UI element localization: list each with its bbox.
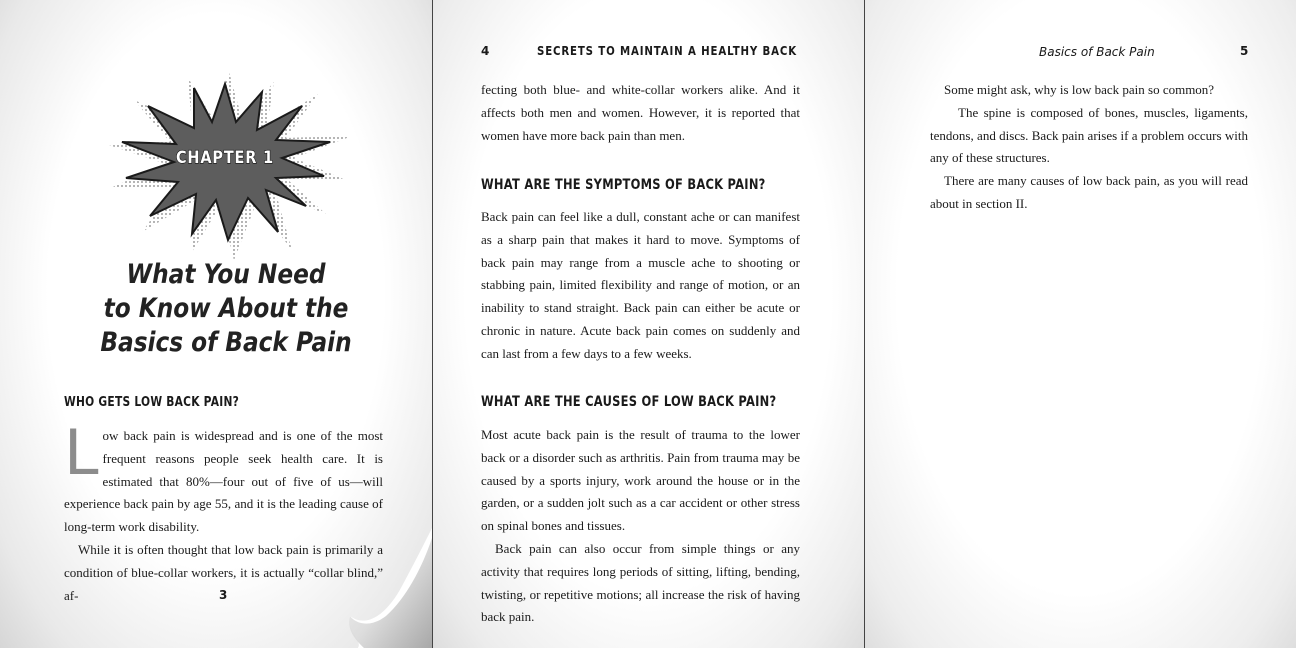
running-head: Basics of Back Pain: [1039, 45, 1155, 59]
drop-cap: L: [64, 416, 99, 489]
chapter-title-line: Basics of Back Pain: [100, 327, 352, 358]
paragraph: There are many causes of low back pain, as you will read about in section II.: [930, 173, 1248, 211]
section-heading-symptoms: WHAT ARE THE SYMPTOMS OF BACK PAIN?: [481, 177, 766, 193]
page-curl: [326, 520, 432, 648]
section-heading-causes: WHAT ARE THE CAUSES OF LOW BACK PAIN?: [481, 394, 777, 410]
chapter-title-line: What You Need: [126, 259, 326, 290]
chapter-label: CHAPTER 1: [175, 148, 275, 168]
middle-page: [433, 0, 864, 648]
section-heading-who-gets: WHO GETS LOW BACK PAIN?: [64, 395, 240, 410]
page-number: 5: [1240, 44, 1249, 58]
right-body-text: [930, 79, 1248, 216]
chapter-title: [82, 258, 371, 360]
paragraph: Back pain can also occur from simple things or any activity that requires long periods of sitting, lifting, bending, twisting, or repetitive motions; all increase the risk of having back pain.: [481, 540, 800, 625]
intro-text: fecting both blue- and white-collar workers alike. And it affects both men and women. However, it is reported that women have more back pain than men.: [481, 82, 800, 143]
left-page: [0, 0, 432, 648]
paragraph: The spine is composed of bones, muscles, ligaments, tendons, and discs. Back pain arises if a problem occurs with any of these structures.: [930, 104, 1248, 166]
causes-text: [481, 424, 800, 629]
page-number: 3: [219, 588, 228, 602]
right-page: [865, 0, 1296, 648]
paragraph: Some might ask, why is low back pain so common?: [944, 82, 1215, 97]
symptoms-text: Back pain can feel like a dull, constant ache or can manifest as a sharp pain that makes it hard to move. Symptoms of back pain may range from a muscle ache to shooting or stabbing pain, limited flexibility and range of motion, or an inability to stand straight. Back pain can either be acute or chronic in nature. Acute back pain comes on suddenly and can last from a few days to a few weeks.: [481, 209, 800, 361]
page-number: 4: [481, 44, 490, 58]
paragraph: Most acute back pain is the result of trauma to the lower back or a disorder such as arthritis. Pain from trauma may be caused by a sports injury, work around the house or in the garden, or a sudden jolt such as a car accident or other stress on spinal bones and tissues.: [481, 427, 800, 534]
paragraph-text: ow back pain is widespread and is one of the most frequent reasons people seek health care. It is estimated that 80%—four out of five of us—will experience back pain by age 55, and it is the leading cause of long-term work disability.: [64, 428, 383, 535]
paragraph: While it is often thought that low back pain is primarily a condition of blue-collar workers, it is actually “collar blind,” af-: [64, 541, 383, 603]
running-head: SECRETS TO MAINTAIN A HEALTHY BACK: [537, 44, 798, 58]
chapter-title-line: to Know About the: [103, 293, 349, 324]
